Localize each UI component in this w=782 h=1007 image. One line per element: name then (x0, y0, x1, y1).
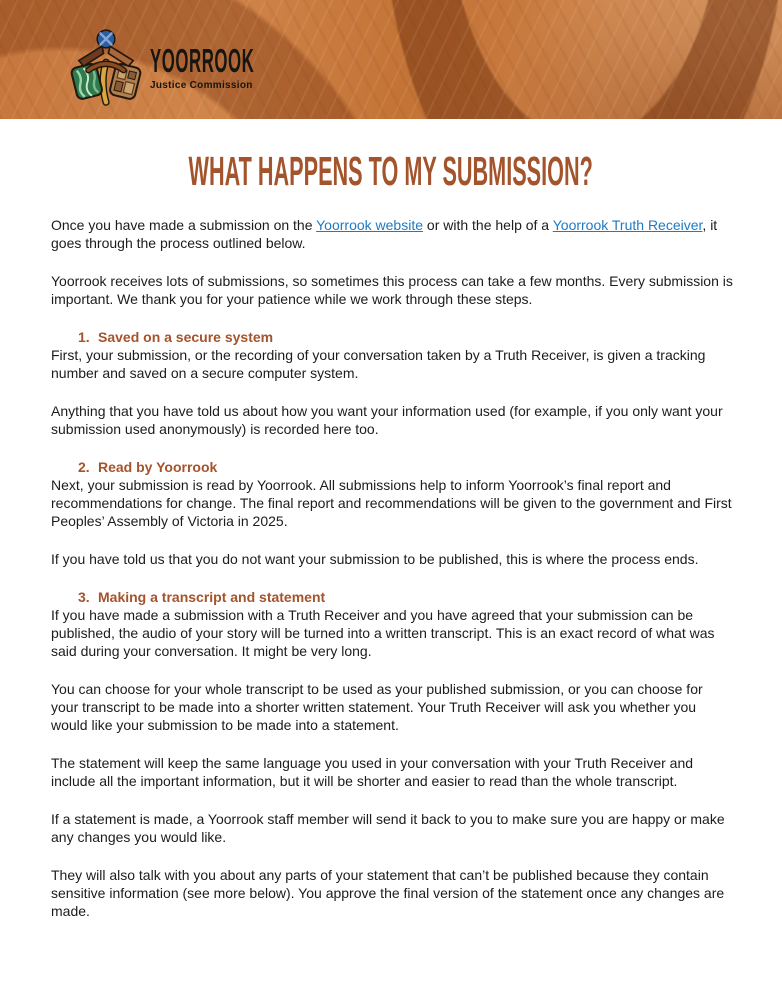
section-2-paragraph: Next, your submission is read by Yoorrook. All submissions help to inform Yoorrook’s final report and recommendations for change. The final report and recommendations will be given to the government and First Peoples’ Assembly of Victoria in 2025. (51, 477, 732, 529)
section-heading-text: Making a transcript and statement (98, 589, 326, 605)
intro-text: Once you have made a submission on the (51, 217, 317, 233)
yoorrook-emblem-icon (66, 28, 146, 111)
section-3-paragraph: They will also talk with you about any parts of your statement that can’t be published because they contain sensitive information (see more below). You approve the final version of the statement once any changes are made. (51, 867, 725, 919)
section-1-paragraph: First, your submission, or the recording of your conversation taken by a Truth Receiver, is given a tracking number and saved on a secure computer system. (51, 347, 706, 381)
header-banner (0, 0, 782, 119)
page-title: WHAT HAPPENS TO MY SUBMISSION? (188, 149, 594, 195)
link-yoorrook-truth-receiver[interactable]: Yoorrook Truth Receiver (552, 217, 703, 233)
section-2-paragraph: If you have told us that you do not want your submission to be published, this is where the process ends. (51, 551, 699, 567)
section-heading-text: Saved on a secure system (98, 329, 274, 345)
section-number: 1. (78, 329, 90, 345)
section-number: 2. (78, 459, 90, 475)
section-3-paragraph: If you have made a submission with a Truth Receiver and you have agreed that your submission can be published, the audio of your story will be turned into a written transcript. This is an exact record of what was said during your conversation. It might be very long. (51, 607, 715, 659)
section-1-paragraph: Anything that you have told us about how you want your information used (for example, if you only want your submission used anonymously) is recorded here too. (51, 403, 723, 437)
intro-paragraph-2: Yoorrook receives lots of submissions, so sometimes this process can take a few months. Every submission is important. We thank you for your patience while we work through these steps. (51, 273, 733, 307)
section-heading-3 (51, 588, 733, 606)
document-body (51, 216, 733, 920)
link-yoorrook-website[interactable]: Yoorrook website (316, 217, 424, 233)
section-heading-2 (51, 458, 733, 476)
intro-text: , it goes through the process outlined below. (51, 217, 718, 251)
section-3-paragraph: The statement will keep the same language you used in your conversation with your Truth Receiver and include all the important information, but it will be shorter and easier to read than the whole transcript. (51, 755, 694, 789)
title-row (0, 149, 782, 196)
section-number: 3. (78, 589, 90, 605)
section-3-paragraph: You can choose for your whole transcript to be used as your published submission, or you can choose for your transcript to be made into a shorter written statement. Your Truth Receiver will ask you whether you would like your submission to be made into a statement. (51, 681, 703, 733)
logo-wordmark: YOORROOK (150, 43, 255, 80)
section-heading-1 (51, 328, 733, 346)
yoorrook-logo (66, 28, 336, 111)
section-heading-text: Read by Yoorrook (98, 459, 218, 475)
section-3-paragraph: If a statement is made, a Yoorrook staff member will send it back to you to make sure you are happy or make any changes you would like. (51, 811, 725, 845)
logo-subtitle: Justice Commission (150, 80, 253, 91)
intro-paragraph-1 (51, 216, 733, 252)
intro-text: or with the help of a (423, 217, 553, 233)
